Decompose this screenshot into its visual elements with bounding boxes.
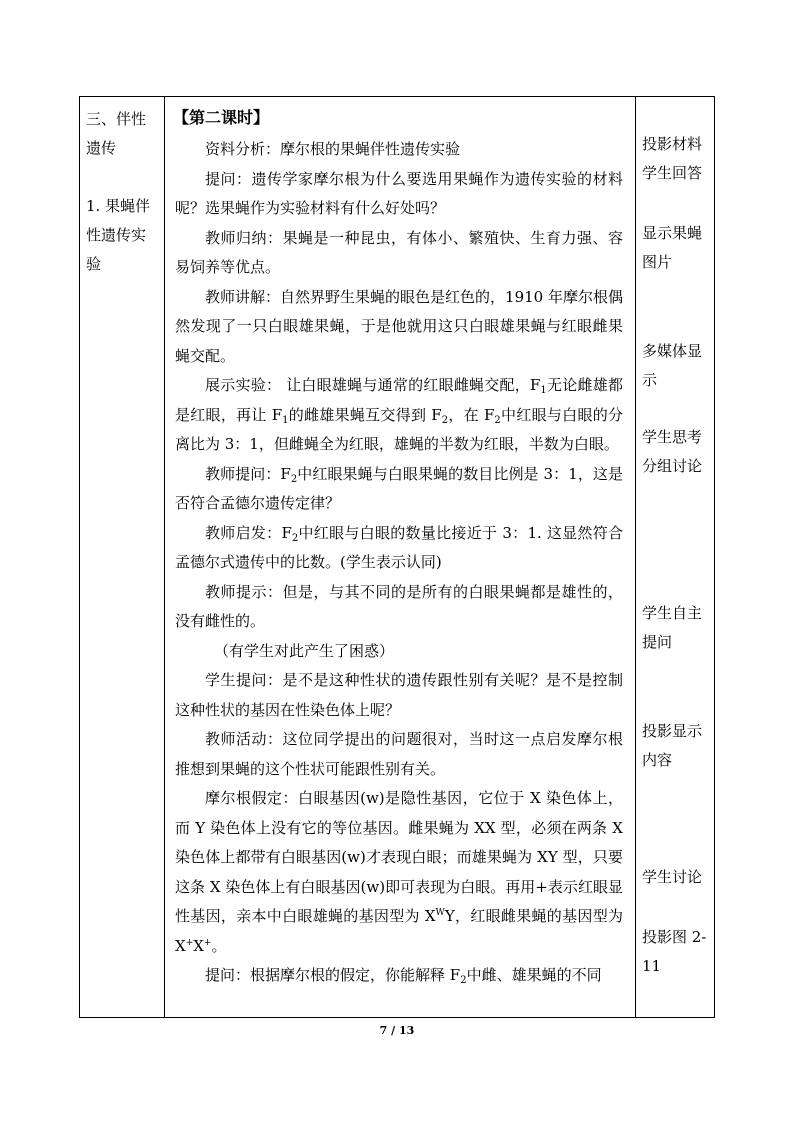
paragraph: 提问：遗传学家摩尔根为什么要选用果蝇作为遗传实验的材料呢？选果蝇作为实验材料有什么好处吗？	[175, 169, 623, 217]
subscript: 2	[494, 414, 501, 426]
paragraph: （有学生对此产生了困惑）	[214, 641, 395, 660]
topic-column	[80, 97, 164, 279]
note: 多媒体显示	[642, 342, 703, 389]
paragraph	[175, 519, 623, 578]
text-run: 的雌雄果蝇互交得到 F	[288, 405, 442, 424]
superscript: W	[435, 908, 445, 918]
paragraph: 教师归纳：果蝇是一种昆虫，有体小、繁殖快、生育力强、容易饲养等优点。	[175, 228, 623, 276]
text-run: 摩尔根假定：白眼基因(w)是隐性基因，它位于 X 染色体上，而 Y 染色体上没有它的等位基因。雌果蝇为 XX 型，必须在两条 X 染色体上都带有白眼基因(w)才表现白眼；而雄果蝇为 XY 型，只要这条 X 染色体上有白眼基因(w)即可表现为白眼。再用+表示红眼显性基因，亲本中白眼雄蝇的基因型为 X	[175, 789, 623, 925]
note: 学生自主提问	[642, 604, 703, 651]
content-column	[165, 97, 635, 991]
text-run: 教师启发：F	[205, 523, 292, 542]
paragraph	[175, 961, 623, 991]
paragraph	[175, 784, 623, 961]
text-run: 提问：根据摩尔根的假定，你能解释 F	[205, 966, 461, 984]
text-run: 中红眼与白眼的数量比接近于 3：1. 这显然符合孟德尔式遗传中的比数。(学生表示认同)	[175, 523, 623, 571]
paragraph	[175, 371, 623, 460]
lesson-heading: 【第二课时】	[173, 108, 270, 127]
superscript: +	[203, 937, 212, 948]
subscript: 2	[460, 975, 467, 986]
note: 投影材料学生回答	[642, 135, 703, 182]
section-title: 三、伴性遗传	[86, 110, 147, 157]
column-divider	[635, 97, 636, 1017]
note: 投影显示内容	[642, 722, 703, 769]
text-run: X	[193, 936, 204, 955]
subscript: 1	[540, 385, 547, 396]
page-number: 7 / 13	[379, 1024, 415, 1037]
text-run: 教师提问：F	[205, 464, 291, 483]
lesson-table	[79, 96, 715, 1018]
note: 投影图 2-11	[642, 928, 707, 975]
paragraph: 教师讲解：自然界野生果蝇的眼色是红色的，1910 年摩尔根偶然发现了一只白眼雄果蝇，于是他就用这只白眼雄果蝇与红眼雌果蝇交配。	[175, 287, 623, 365]
text-run: ，在 F	[448, 405, 495, 424]
text-run: 。	[211, 936, 227, 955]
text-run: 中雌、雄果蝇的不同	[466, 966, 602, 984]
superscript: +	[185, 937, 194, 948]
subscript: 2	[290, 473, 298, 485]
text-run: Y，红眼雌果蝇的基因型为 X	[175, 907, 624, 955]
text-run: 中红眼与白眼的分离比为 3：1，但雌蝇全为红眼，雄蝇的半数为红眼，半数为白眼。	[175, 405, 623, 453]
note: 学生思考分组讨论	[642, 428, 703, 475]
paragraph	[175, 460, 623, 519]
note: 显示果蝇图片	[642, 224, 703, 271]
subscript: 1	[282, 414, 289, 426]
text-run: 无论雌雄都是红眼，再让 F	[175, 376, 623, 424]
paragraph: 学生提问：是不是这种性状的遗传跟性别有关呢？是不是控制这种性状的基因在性染色体上呢？	[175, 671, 623, 719]
paragraph: 教师提示：但是，与其不同的是所有的白眼果蝇都是雄性的，没有雌性的。	[175, 582, 623, 630]
note: 学生讨论	[642, 868, 703, 886]
paragraph: 教师活动：这位同学提出的问题很对，当时这一点启发摩尔根推想到果蝇的这个性状可能跟性别有关。	[175, 730, 623, 778]
text-run: 中红眼果蝇与白眼果蝇的数目比例是 3：1，这是否符合孟德尔遗传定律？	[175, 464, 623, 512]
paragraph: 资料分析：摩尔根的果蝇伴性遗传实验	[205, 140, 461, 158]
text-run: 展示实验： 让白眼雄蝇与通常的红眼雌蝇交配，F	[205, 376, 541, 394]
subscript: 2	[291, 532, 299, 544]
subscript: 2	[441, 414, 449, 426]
item-title: 1. 果蝇伴性遗传实验	[86, 197, 151, 273]
